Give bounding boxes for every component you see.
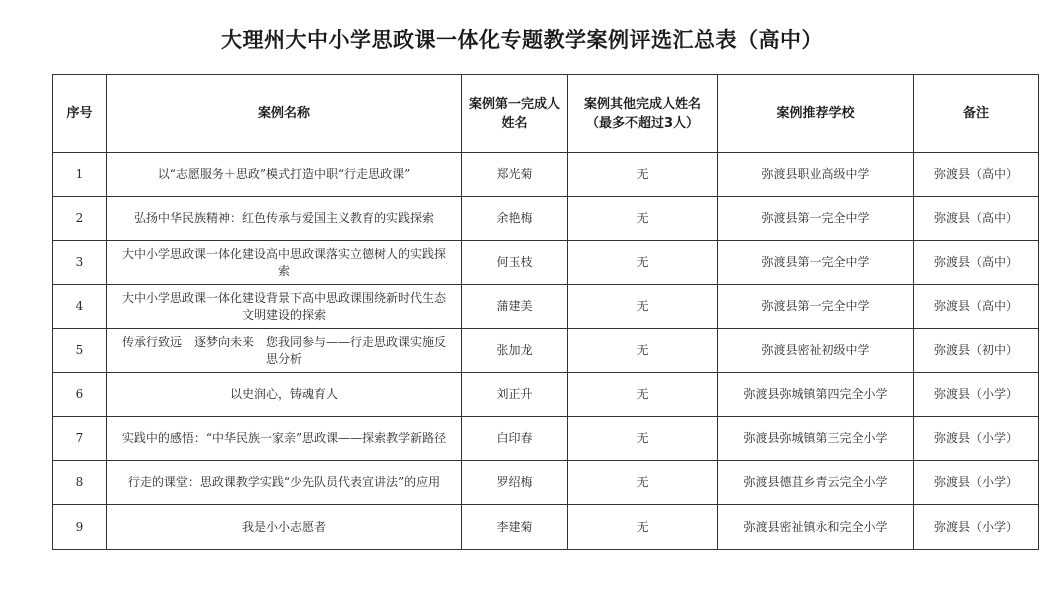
table-row xyxy=(53,329,1039,373)
cell-case-name: 实践中的感悟：“中华民族一家亲”思政课——探索教学新路径 xyxy=(107,417,462,461)
cell-no: 1 xyxy=(53,153,107,197)
cell-school: 弥渡县弥城镇第四完全小学 xyxy=(718,373,914,417)
header-no: 序号 xyxy=(53,75,107,153)
cell-remark: 弥渡县（高中） xyxy=(914,241,1039,285)
table-row xyxy=(53,505,1039,550)
table-row xyxy=(53,153,1039,197)
cell-case-name: 我是小小志愿者 xyxy=(107,505,462,550)
cell-school: 弥渡县第一完全中学 xyxy=(718,197,914,241)
header-school: 案例推荐学校 xyxy=(718,75,914,153)
cell-case-name: 弘扬中华民族精神：红色传承与爱国主义教育的实践探索 xyxy=(107,197,462,241)
table-row xyxy=(53,373,1039,417)
cell-case-name: 大中小学思政课一体化建设背景下高中思政课围绕新时代生态文明建设的探索 xyxy=(107,285,462,329)
table-row xyxy=(53,461,1039,505)
cell-no: 5 xyxy=(53,329,107,373)
cell-remark: 弥渡县（小学） xyxy=(914,417,1039,461)
cell-school: 弥渡县密祉镇永和完全小学 xyxy=(718,505,914,550)
cell-remark: 弥渡县（高中） xyxy=(914,285,1039,329)
cell-school: 弥渡县德苴乡青云完全小学 xyxy=(718,461,914,505)
cell-other-authors: 无 xyxy=(568,373,718,417)
cell-first-author: 罗绍梅 xyxy=(462,461,568,505)
cell-no: 6 xyxy=(53,373,107,417)
cell-other-authors: 无 xyxy=(568,461,718,505)
cell-other-authors: 无 xyxy=(568,153,718,197)
document-title: 大理州大中小学思政课一体化专题教学案例评选汇总表（高中） xyxy=(221,28,823,52)
cell-remark: 弥渡县（小学） xyxy=(914,373,1039,417)
cell-first-author: 蒲建美 xyxy=(462,285,568,329)
cell-no: 3 xyxy=(53,241,107,285)
cell-other-authors: 无 xyxy=(568,285,718,329)
cell-case-name: 行走的课堂：思政课教学实践“少先队员代表宣讲法”的应用 xyxy=(107,461,462,505)
cell-remark: 弥渡县（小学） xyxy=(914,461,1039,505)
table-row xyxy=(53,285,1039,329)
cell-first-author: 何玉枝 xyxy=(462,241,568,285)
cell-first-author: 余艳梅 xyxy=(462,197,568,241)
cell-remark: 弥渡县（高中） xyxy=(914,197,1039,241)
table-row xyxy=(53,417,1039,461)
header-first-author: 案例第一完成人姓名 xyxy=(462,75,568,153)
cell-school: 弥渡县弥城镇第三完全小学 xyxy=(718,417,914,461)
cell-case-name: 以“志愿服务＋思政”模式打造中职“行走思政课” xyxy=(107,153,462,197)
cell-other-authors: 无 xyxy=(568,197,718,241)
cell-remark: 弥渡县（高中） xyxy=(914,153,1039,197)
cell-no: 8 xyxy=(53,461,107,505)
table-header-row xyxy=(53,75,1039,153)
cell-first-author: 刘正升 xyxy=(462,373,568,417)
cell-no: 4 xyxy=(53,285,107,329)
table-body xyxy=(53,153,1039,550)
cell-case-name: 传承行致远 逐梦向未来 您我同参与——行走思政课实施反思分析 xyxy=(107,329,462,373)
header-remark: 备注 xyxy=(914,75,1039,153)
cell-school: 弥渡县职业高级中学 xyxy=(718,153,914,197)
cell-no: 7 xyxy=(53,417,107,461)
cell-case-name: 大中小学思政课一体化建设高中思政课落实立德树人的实践探索 xyxy=(107,241,462,285)
cell-remark: 弥渡县（初中） xyxy=(914,329,1039,373)
cell-first-author: 李建菊 xyxy=(462,505,568,550)
table-row xyxy=(53,241,1039,285)
cell-other-authors: 无 xyxy=(568,329,718,373)
cell-first-author: 白印春 xyxy=(462,417,568,461)
cell-remark: 弥渡县（小学） xyxy=(914,505,1039,550)
cell-other-authors: 无 xyxy=(568,241,718,285)
header-case-name: 案例名称 xyxy=(107,75,462,153)
case-summary-table xyxy=(52,74,1039,550)
table-header xyxy=(53,75,1039,153)
cell-no: 9 xyxy=(53,505,107,550)
cell-school: 弥渡县密祉初级中学 xyxy=(718,329,914,373)
cell-other-authors: 无 xyxy=(568,505,718,550)
cell-first-author: 郑光菊 xyxy=(462,153,568,197)
cell-school: 弥渡县第一完全中学 xyxy=(718,285,914,329)
table-row xyxy=(53,197,1039,241)
cell-first-author: 张加龙 xyxy=(462,329,568,373)
cell-case-name: 以史润心，铸魂育人 xyxy=(107,373,462,417)
cell-school: 弥渡县第一完全中学 xyxy=(718,241,914,285)
header-other-authors: 案例其他完成人姓名（最多不超过3人） xyxy=(568,75,718,153)
cell-no: 2 xyxy=(53,197,107,241)
cell-other-authors: 无 xyxy=(568,417,718,461)
